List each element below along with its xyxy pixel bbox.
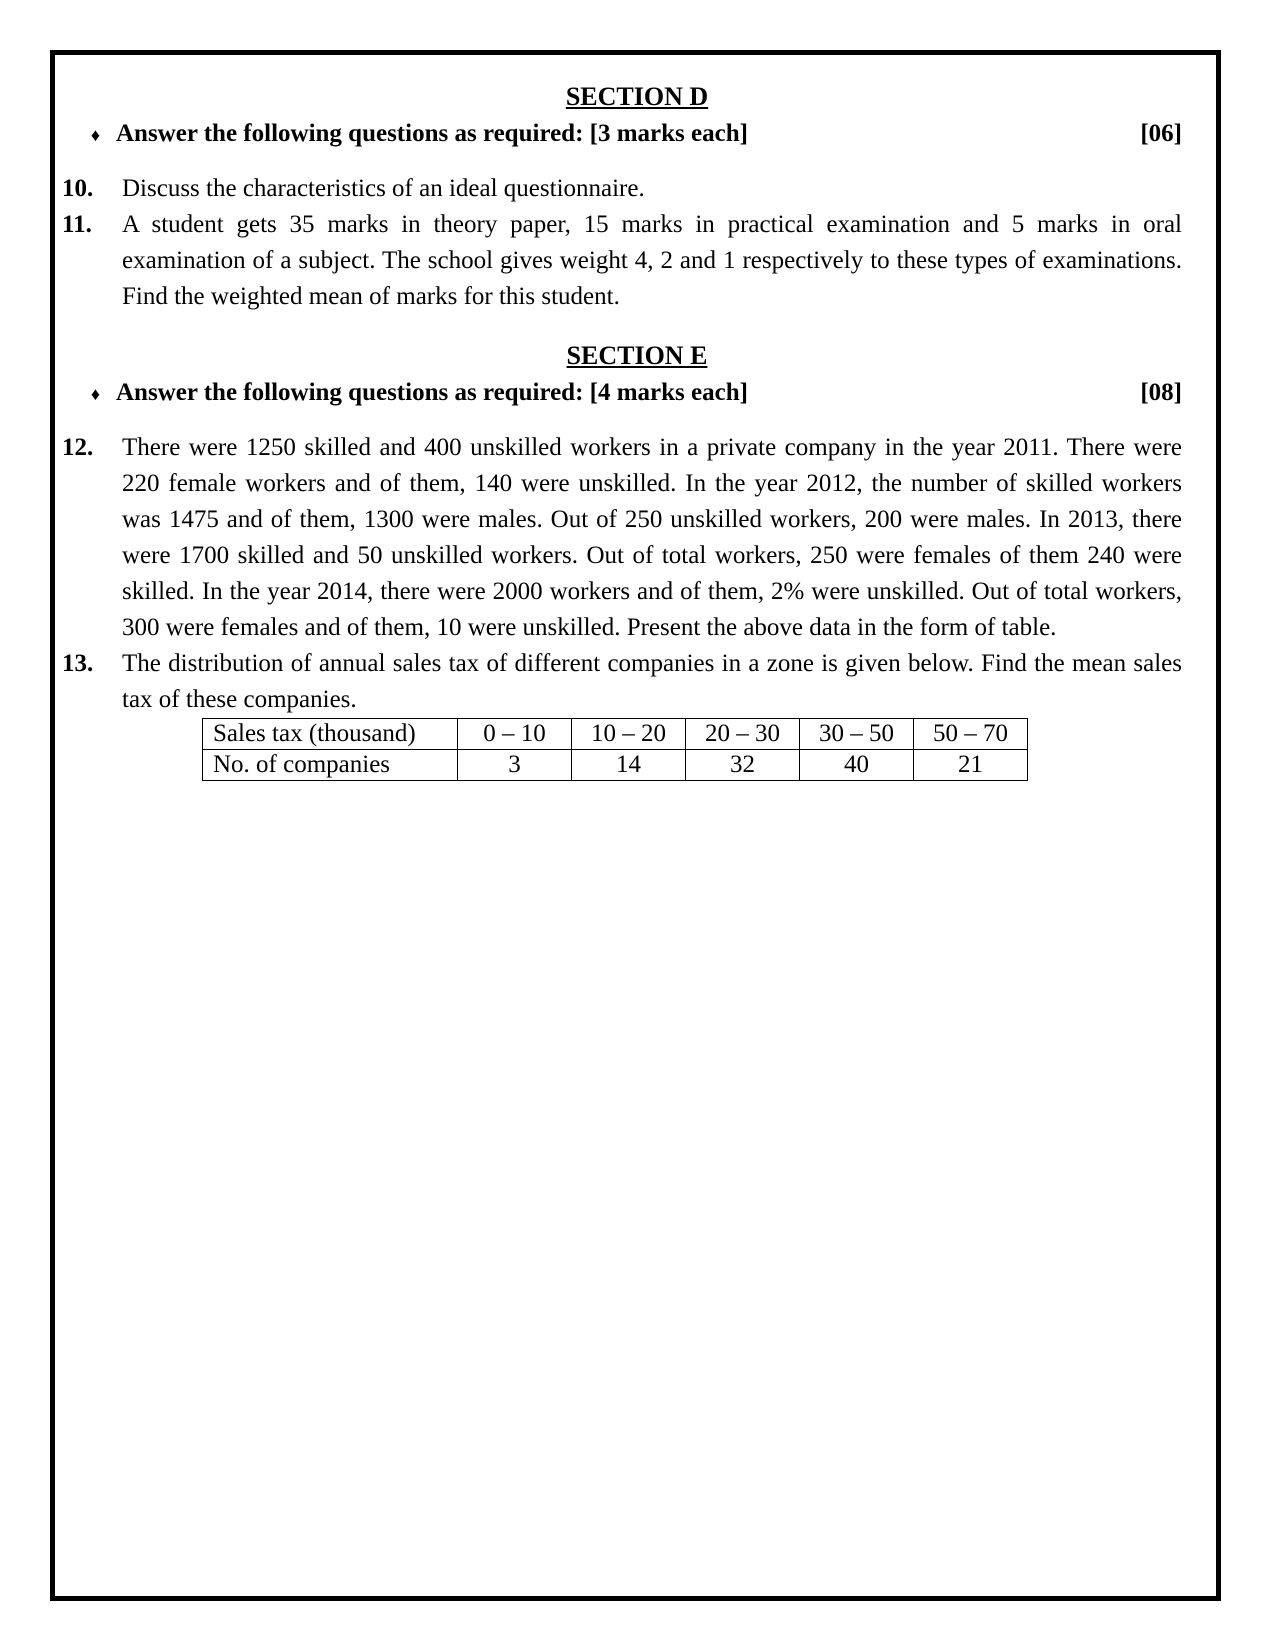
section-e-title: SECTION E (566, 341, 708, 370)
section-e-instruction: Answer the following questions as required: [4 marks each] (116, 379, 748, 406)
section-d-instruction-row (62, 116, 1182, 153)
section-d-instruction: Answer the following questions as required: [3 marks each] (116, 120, 748, 147)
table-cell: 21 (914, 750, 1028, 781)
table-cell: 32 (686, 750, 800, 781)
table-cell: 30 – 50 (800, 719, 914, 750)
question-number: 13. (62, 650, 94, 677)
table-row-label: Sales tax (thousand) (203, 719, 458, 750)
sales-tax-table (202, 718, 1028, 781)
section-e-marks: [08] (1140, 379, 1182, 406)
question-number: 12. (62, 434, 94, 461)
question-12 (62, 430, 1182, 646)
table-row (203, 719, 1028, 750)
question-text: A student gets 35 marks in theory paper, 15 marks in practical examination and 5 marks in oral examination of a subject. The school gives weight 4, 2 and 1 respectively to these types of examinations. Find the weighted mean of marks for this student. (122, 211, 1182, 310)
question-text: The distribution of annual sales tax of different companies in a zone is given below. Find the mean sales tax of these companies. (122, 650, 1182, 713)
diamond-bullet-icon: ♦ (90, 125, 100, 145)
question-13 (62, 646, 1182, 718)
table-cell: 20 – 30 (686, 719, 800, 750)
question-number: 11. (62, 211, 92, 238)
table-cell: 3 (458, 750, 572, 781)
table-cell: 40 (800, 750, 914, 781)
question-text: Discuss the characteristics of an ideal questionnaire. (122, 175, 645, 202)
exam-page-content (62, 78, 1182, 781)
table-cell: 50 – 70 (914, 719, 1028, 750)
diamond-bullet-icon: ♦ (90, 384, 100, 404)
section-d-marks: [06] (1140, 120, 1182, 147)
table-cell: 0 – 10 (458, 719, 572, 750)
question-10 (62, 171, 1182, 207)
section-e-instruction-row (62, 375, 1182, 412)
table-cell: 10 – 20 (572, 719, 686, 750)
question-11 (62, 207, 1182, 315)
table-row (203, 750, 1028, 781)
table-row-label: No. of companies (203, 750, 458, 781)
section-d-title: SECTION D (565, 82, 709, 111)
question-text: There were 1250 skilled and 400 unskilled workers in a private company in the year 2011. There were 220 female workers and of them, 140 were unskilled. In the year 2012, the number of skilled workers was 1475 and of them, 1300 were males. Out of 250 unskilled workers, 200 were males. In 2013, there were 1700 skilled and 50 unskilled workers. Out of total workers, 250 were females of them 240 were skilled. In the year 2014, there were 2000 workers and of them, 2% were unskilled. Out of total workers, 300 were females and of them, 10 were unskilled. Present the above data in the form of table. (122, 434, 1182, 641)
table-cell: 14 (572, 750, 686, 781)
question-number: 10. (62, 175, 94, 202)
